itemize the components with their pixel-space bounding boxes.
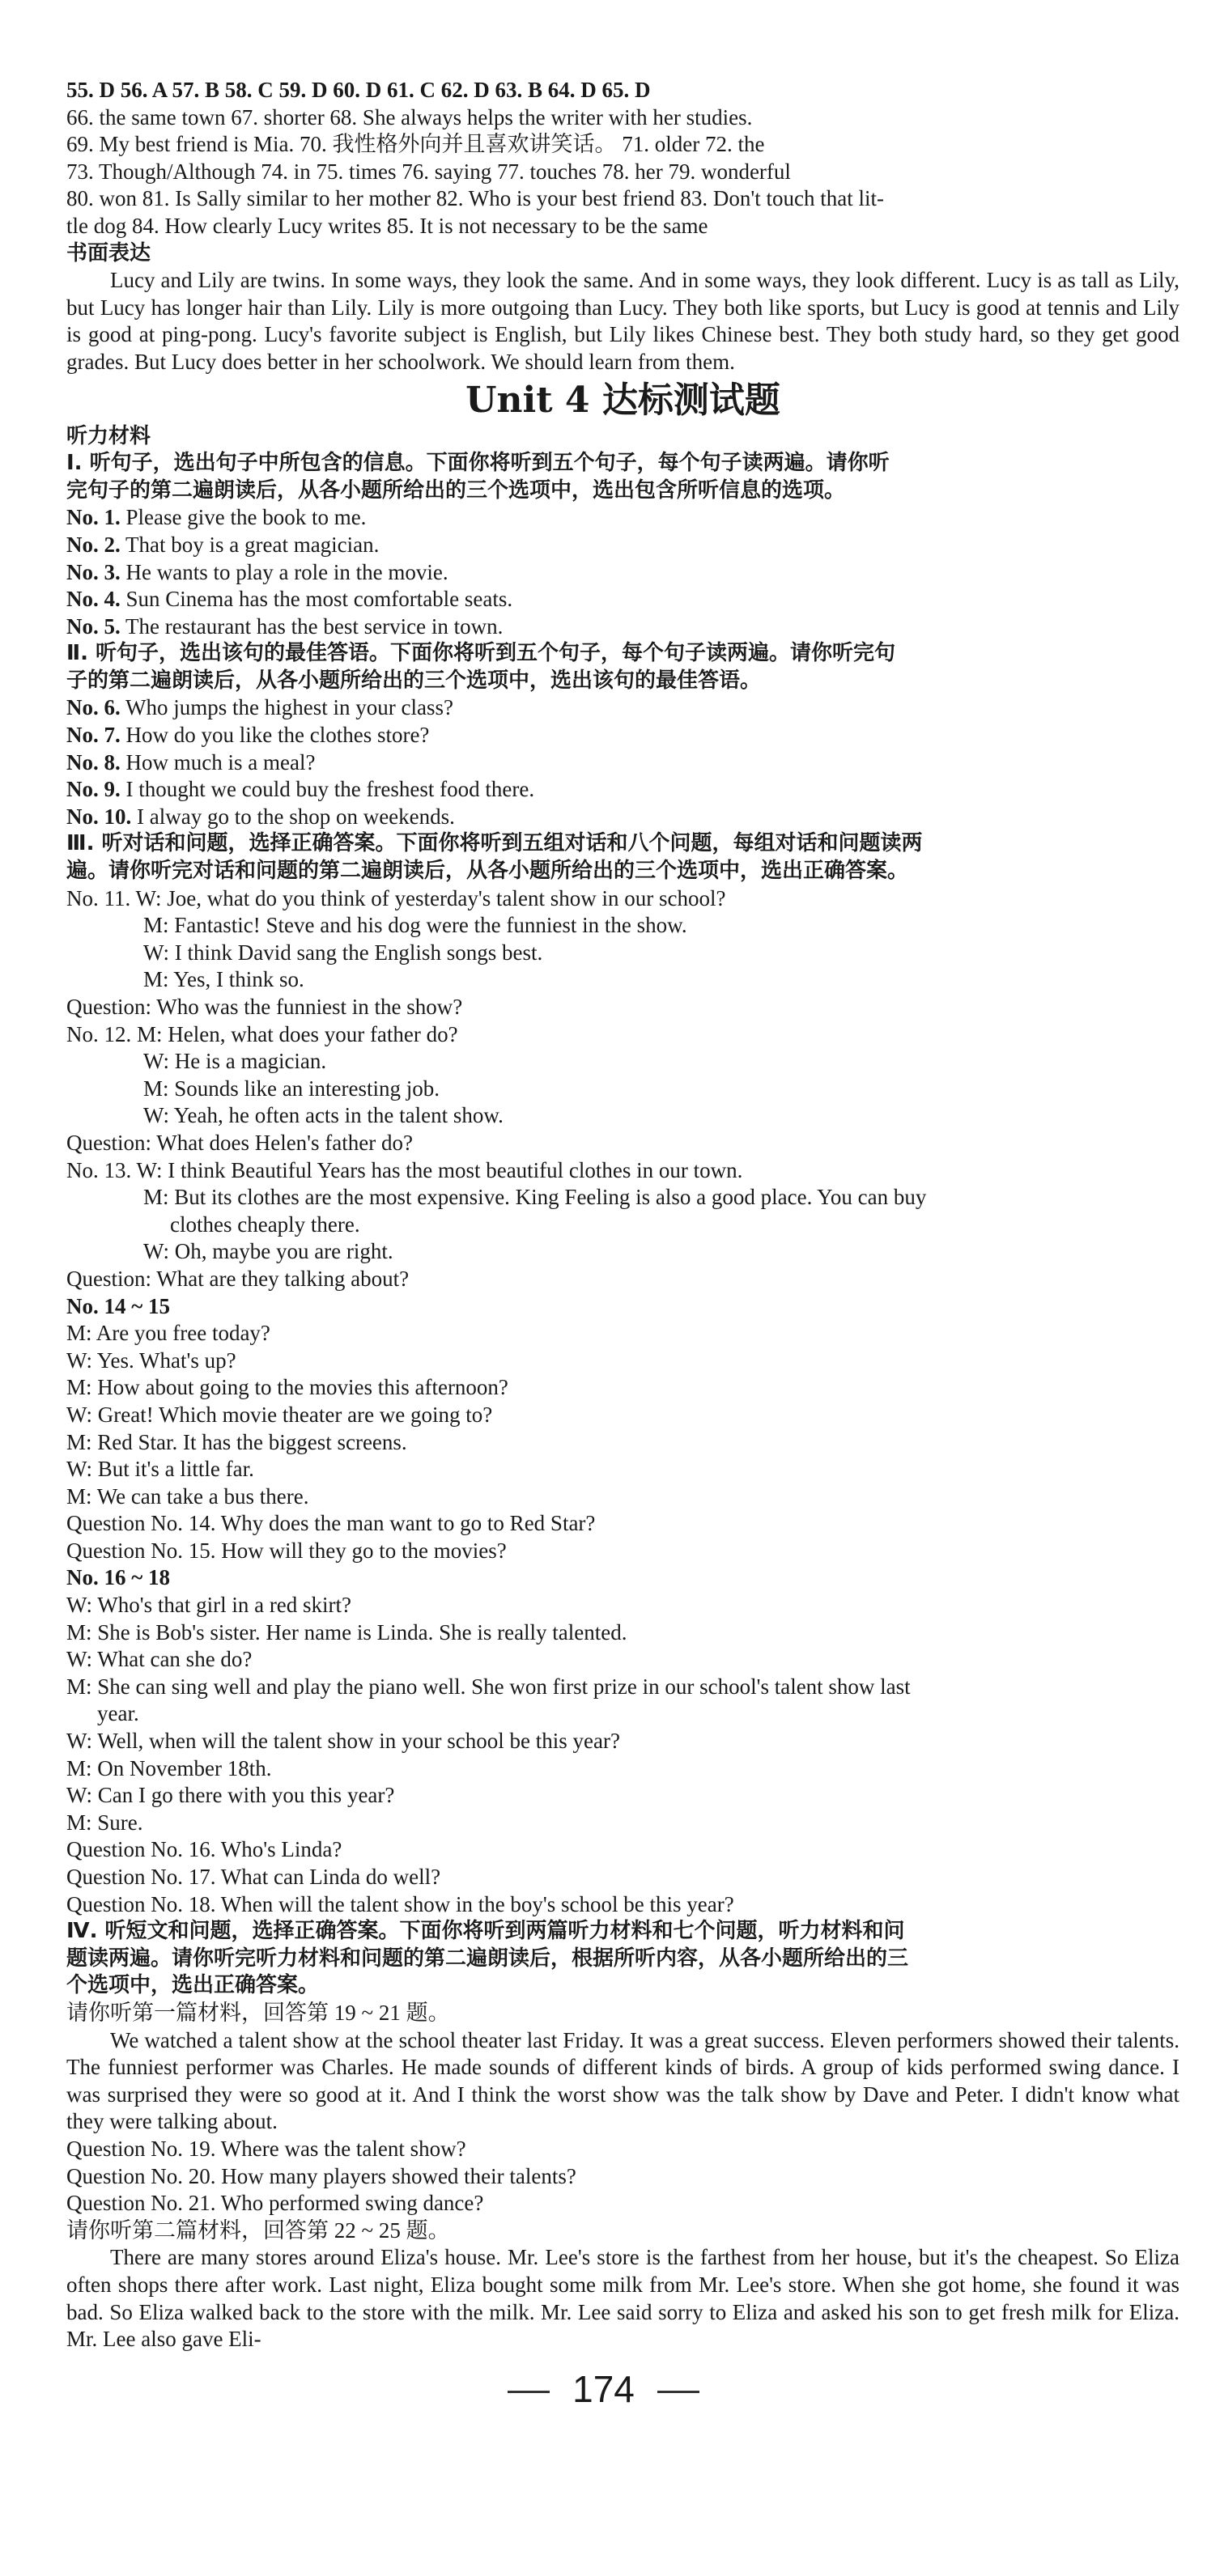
dialogue-16-18-line: W: Well, when will the talent show in your school be this year?: [66, 1729, 620, 1754]
section-3: [66, 830, 1179, 1918]
listening-heading: 听力材料: [66, 423, 151, 448]
answer-row-73-79: 73. Though/Although 74. in 75. times 76. saying 77. touches 78. her 79. wonderful: [66, 159, 791, 184]
item-6-number: No. 6.: [66, 695, 121, 720]
question-20: Question No. 20. How many players showed their talents?: [66, 2163, 576, 2188]
dialogue-14-15-line: W: But it's a little far.: [66, 1457, 254, 1482]
question-14: Question No. 14. Why does the man want to go to Red Star?: [66, 1511, 596, 1536]
passage-1-text: We watched a talent show at the school theater last Friday. It was a great success. Eleven performers showed their talents. The funniest performer was Charles. He made sounds of different kinds of birds. A group of kids performed swing dance. I was surprised they were so good at it. And I think the worst show was the talk show by Dave and Peter. I didn't know what they were talking about.: [66, 2027, 1179, 2134]
page-footer: [0, 2367, 1207, 2411]
dialogue-12-first-line: No. 12. M: Helen, what does your father do?: [66, 1021, 458, 1046]
dialogue-12-line: M: Sounds like an interesting job.: [143, 1076, 440, 1101]
item-2: [66, 532, 1179, 559]
dialogue-13-line: W: Oh, maybe you are right.: [143, 1239, 393, 1264]
dialogue-16-18-line: W: Can I go there with you this year?: [66, 1783, 395, 1808]
section-4-instruction-line-2: 题读两遍。请你听完听力材料和问题的第二遍朗读后，根据所听内容，从各小题所给出的三: [66, 1946, 909, 1971]
item-1-number: No. 1.: [66, 505, 121, 530]
item-7-number: No. 7.: [66, 723, 121, 748]
answer-row-84-85: tle dog 84. How clearly Lucy writes 85. It is not necessary to be the same: [66, 213, 708, 238]
dialogue-13-line-continued: clothes cheaply there.: [170, 1212, 360, 1237]
section-2: [66, 640, 1179, 830]
item-1-text: Please give the book to me.: [120, 505, 367, 530]
footer-dash-right: [657, 2391, 699, 2393]
section-2-instruction-line-1: Ⅱ. 听句子，选出该句的最佳答语。下面你将听到五个句子，每个句子读两遍。请你听完句: [66, 641, 896, 666]
section-2-instruction-line-2: 子的第二遍朗读后，从各小题所给出的三个选项中，选出该句的最佳答语。: [66, 668, 762, 693]
section-4-instruction-line-1: Ⅳ. 听短文和问题，选择正确答案。下面你将听到两篇听力材料和七个问题，听力材料和问: [66, 1919, 905, 1944]
item-8: [66, 749, 1179, 777]
dialogue-16-18-line: M: Sure.: [66, 1810, 143, 1835]
writing-sample-text: Lucy and Lily are twins. In some ways, they look the same. And in some ways, they look different. Lucy is as tall as Lily, but Lucy has longer hair than Lily. Lily is more outgoing than Lucy. They both like sports, but Lucy is good at tennis and Lily is good at ping-pong. Lucy's favorite subject is English, but Lily likes Chinese best. They both study hard, so they get good grades. But Lucy does better in her schoolwork. We should learn from them.: [66, 268, 1179, 374]
item-8-text: How much is a meal?: [120, 749, 316, 774]
dialogue-14-15-line: M: Red Star. It has the biggest screens.: [66, 1429, 407, 1454]
passage-2-text: There are many stores around Eliza's house. Mr. Lee's store is the farthest from her house, but it's the cheapest. So Eliza often shops there after work. Last night, Eliza bought some milk from Mr. Lee's store. When she got home, she found it was bad. So Eliza walked back to the store with the milk. Mr. Lee said sorry to Eliza and asked his son to get fresh milk for Eliza. Mr. Lee also gave Eli-: [66, 2245, 1179, 2352]
dialogue-12-question: Question: What does Helen's father do?: [66, 1130, 413, 1155]
question-19: Question No. 19. Where was the talent show?: [66, 2136, 466, 2161]
item-8-number: No. 8.: [66, 749, 121, 774]
answer-row-80-83: 80. won 81. Is Sally similar to her mother 82. Who is your best friend 83. Don't touch that lit-: [66, 186, 884, 211]
dialogue-13-question: Question: What are they talking about?: [66, 1266, 410, 1291]
answer-row-69-72: 69. My best friend is Mia. 70. 我性格外向并且喜欢讲笑话。 71. older 72. the: [66, 132, 765, 157]
item-9: [66, 776, 1179, 804]
item-2-number: No. 2.: [66, 532, 121, 557]
item-10-number: No. 10.: [66, 804, 132, 829]
item-5: [66, 613, 1179, 641]
dialogue-12-line: W: He is a magician.: [143, 1049, 327, 1074]
dialogue-14-15-line: W: Great! Which movie theater are we going to?: [66, 1402, 493, 1427]
item-9-text: I thought we could buy the freshest food there.: [120, 777, 535, 802]
item-3-number: No. 3.: [66, 559, 121, 584]
dialogue-14-15-heading: No. 14 ~ 15: [66, 1293, 171, 1318]
dialogue-11-line: M: Fantastic! Steve and his dog were the funniest in the show.: [143, 913, 687, 938]
dialogue-13-first-line: No. 13. W: I think Beautiful Years has the most beautiful clothes in our town.: [66, 1157, 743, 1182]
dialogue-14-15-line: W: Yes. What's up?: [66, 1347, 236, 1373]
dialogue-16-18-line: M: On November 18th.: [66, 1755, 272, 1780]
dialogue-16-18-line: M: She can sing well and play the piano well. She won first prize in our school's talent show last: [66, 1674, 911, 1699]
page-number: 174: [572, 2368, 635, 2410]
unit-title: Unit 4 达标测试题: [465, 379, 780, 421]
section-3-instruction-line-2: 遍。请你听完对话和问题的第二遍朗读后，从各小题所给出的三个选项中，选出正确答案。: [66, 859, 909, 884]
dialogue-14-15-line: M: We can take a bus there.: [66, 1483, 309, 1509]
page-content: [66, 77, 1179, 2353]
dialogue-16-18-heading: No. 16 ~ 18: [66, 1565, 171, 1590]
dialogue-11-line: M: Yes, I think so.: [143, 967, 304, 992]
item-4: [66, 586, 1179, 613]
dialogue-14-15-line: M: How about going to the movies this afternoon?: [66, 1375, 508, 1400]
section-1-instruction-line-2: 完句子的第二遍朗读后，从各小题所给出的三个选项中，选出包含所听信息的选项。: [66, 477, 846, 503]
item-10: [66, 804, 1179, 831]
item-5-text: The restaurant has the best service in town.: [120, 613, 504, 639]
item-2-text: That boy is a great magician.: [120, 532, 380, 557]
answer-row-55-65: 55. D 56. A 57. B 58. C 59. D 60. D 61. C 62. D 63. B 64. D 65. D: [66, 78, 651, 102]
dialogue-11-first-line: No. 11. W: Joe, what do you think of yesterday's talent show in our school?: [66, 885, 726, 910]
writing-heading: 书面表达: [66, 240, 151, 265]
dialogue-16-18-line: W: Who's that girl in a red skirt?: [66, 1593, 352, 1618]
item-6-text: Who jumps the highest in your class?: [120, 695, 453, 720]
footer-dash-left: [508, 2391, 550, 2393]
answer-row-66-68: 66. the same town 67. shorter 68. She always helps the writer with her studies.: [66, 104, 753, 129]
dialogue-11-question: Question: Who was the funniest in the show?: [66, 995, 463, 1019]
item-4-number: No. 4.: [66, 587, 121, 612]
question-16: Question No. 16. Who's Linda?: [66, 1837, 342, 1862]
item-7-text: How do you like the clothes store?: [120, 723, 430, 748]
item-3-text: He wants to play a role in the movie.: [120, 559, 448, 584]
question-21: Question No. 21. Who performed swing dance?: [66, 2191, 484, 2216]
passage-1-lead: 请你听第一篇材料，回答第 19 ~ 21 题。: [66, 2000, 450, 2025]
dialogue-16-18-line-continued: year.: [97, 1701, 139, 1726]
dialogue-14-15-line: M: Are you free today?: [66, 1321, 270, 1346]
dialogue-12-line: W: Yeah, he often acts in the talent show.: [143, 1103, 504, 1128]
section-1: [66, 450, 1179, 640]
item-4-text: Sun Cinema has the most comfortable seats.: [120, 587, 513, 612]
answer-key: [66, 77, 1179, 376]
section-4-instruction-line-3: 个选项中，选出正确答案。: [66, 1973, 320, 1998]
item-9-number: No. 9.: [66, 777, 121, 802]
section-3-instruction-line-1: Ⅲ. 听对话和问题，选择正确答案。下面你将听到五组对话和八个问题，每组对话和问题读两: [66, 831, 923, 856]
dialogue-16-18-line: M: She is Bob's sister. Her name is Linda. She is really talented.: [66, 1619, 627, 1644]
item-3: [66, 559, 1179, 587]
section-1-instruction-line-1: Ⅰ. 听句子，选出句子中所包含的信息。下面你将听到五个句子，每个句子读两遍。请你听: [66, 451, 890, 476]
question-17: Question No. 17. What can Linda do well?: [66, 1865, 441, 1889]
item-6: [66, 694, 1179, 722]
question-15: Question No. 15. How will they go to the movies?: [66, 1538, 507, 1563]
dialogue-11-line: W: I think David sang the English songs best.: [143, 940, 543, 965]
section-4: [66, 1918, 1179, 2353]
dialogue-16-18-line: W: What can she do?: [66, 1647, 253, 1672]
dialogue-13-line: M: But its clothes are the most expensive. King Feeling is also a good place. You can buy: [143, 1185, 927, 1210]
item-5-number: No. 5.: [66, 613, 121, 639]
item-10-text: I alway go to the shop on weekends.: [131, 804, 455, 829]
item-1: [66, 504, 1179, 532]
passage-2-lead: 请你听第二篇材料，回答第 22 ~ 25 题。: [66, 2217, 450, 2243]
question-18: Question No. 18. When will the talent show in the boy's school be this year?: [66, 1891, 734, 1916]
item-7: [66, 722, 1179, 749]
